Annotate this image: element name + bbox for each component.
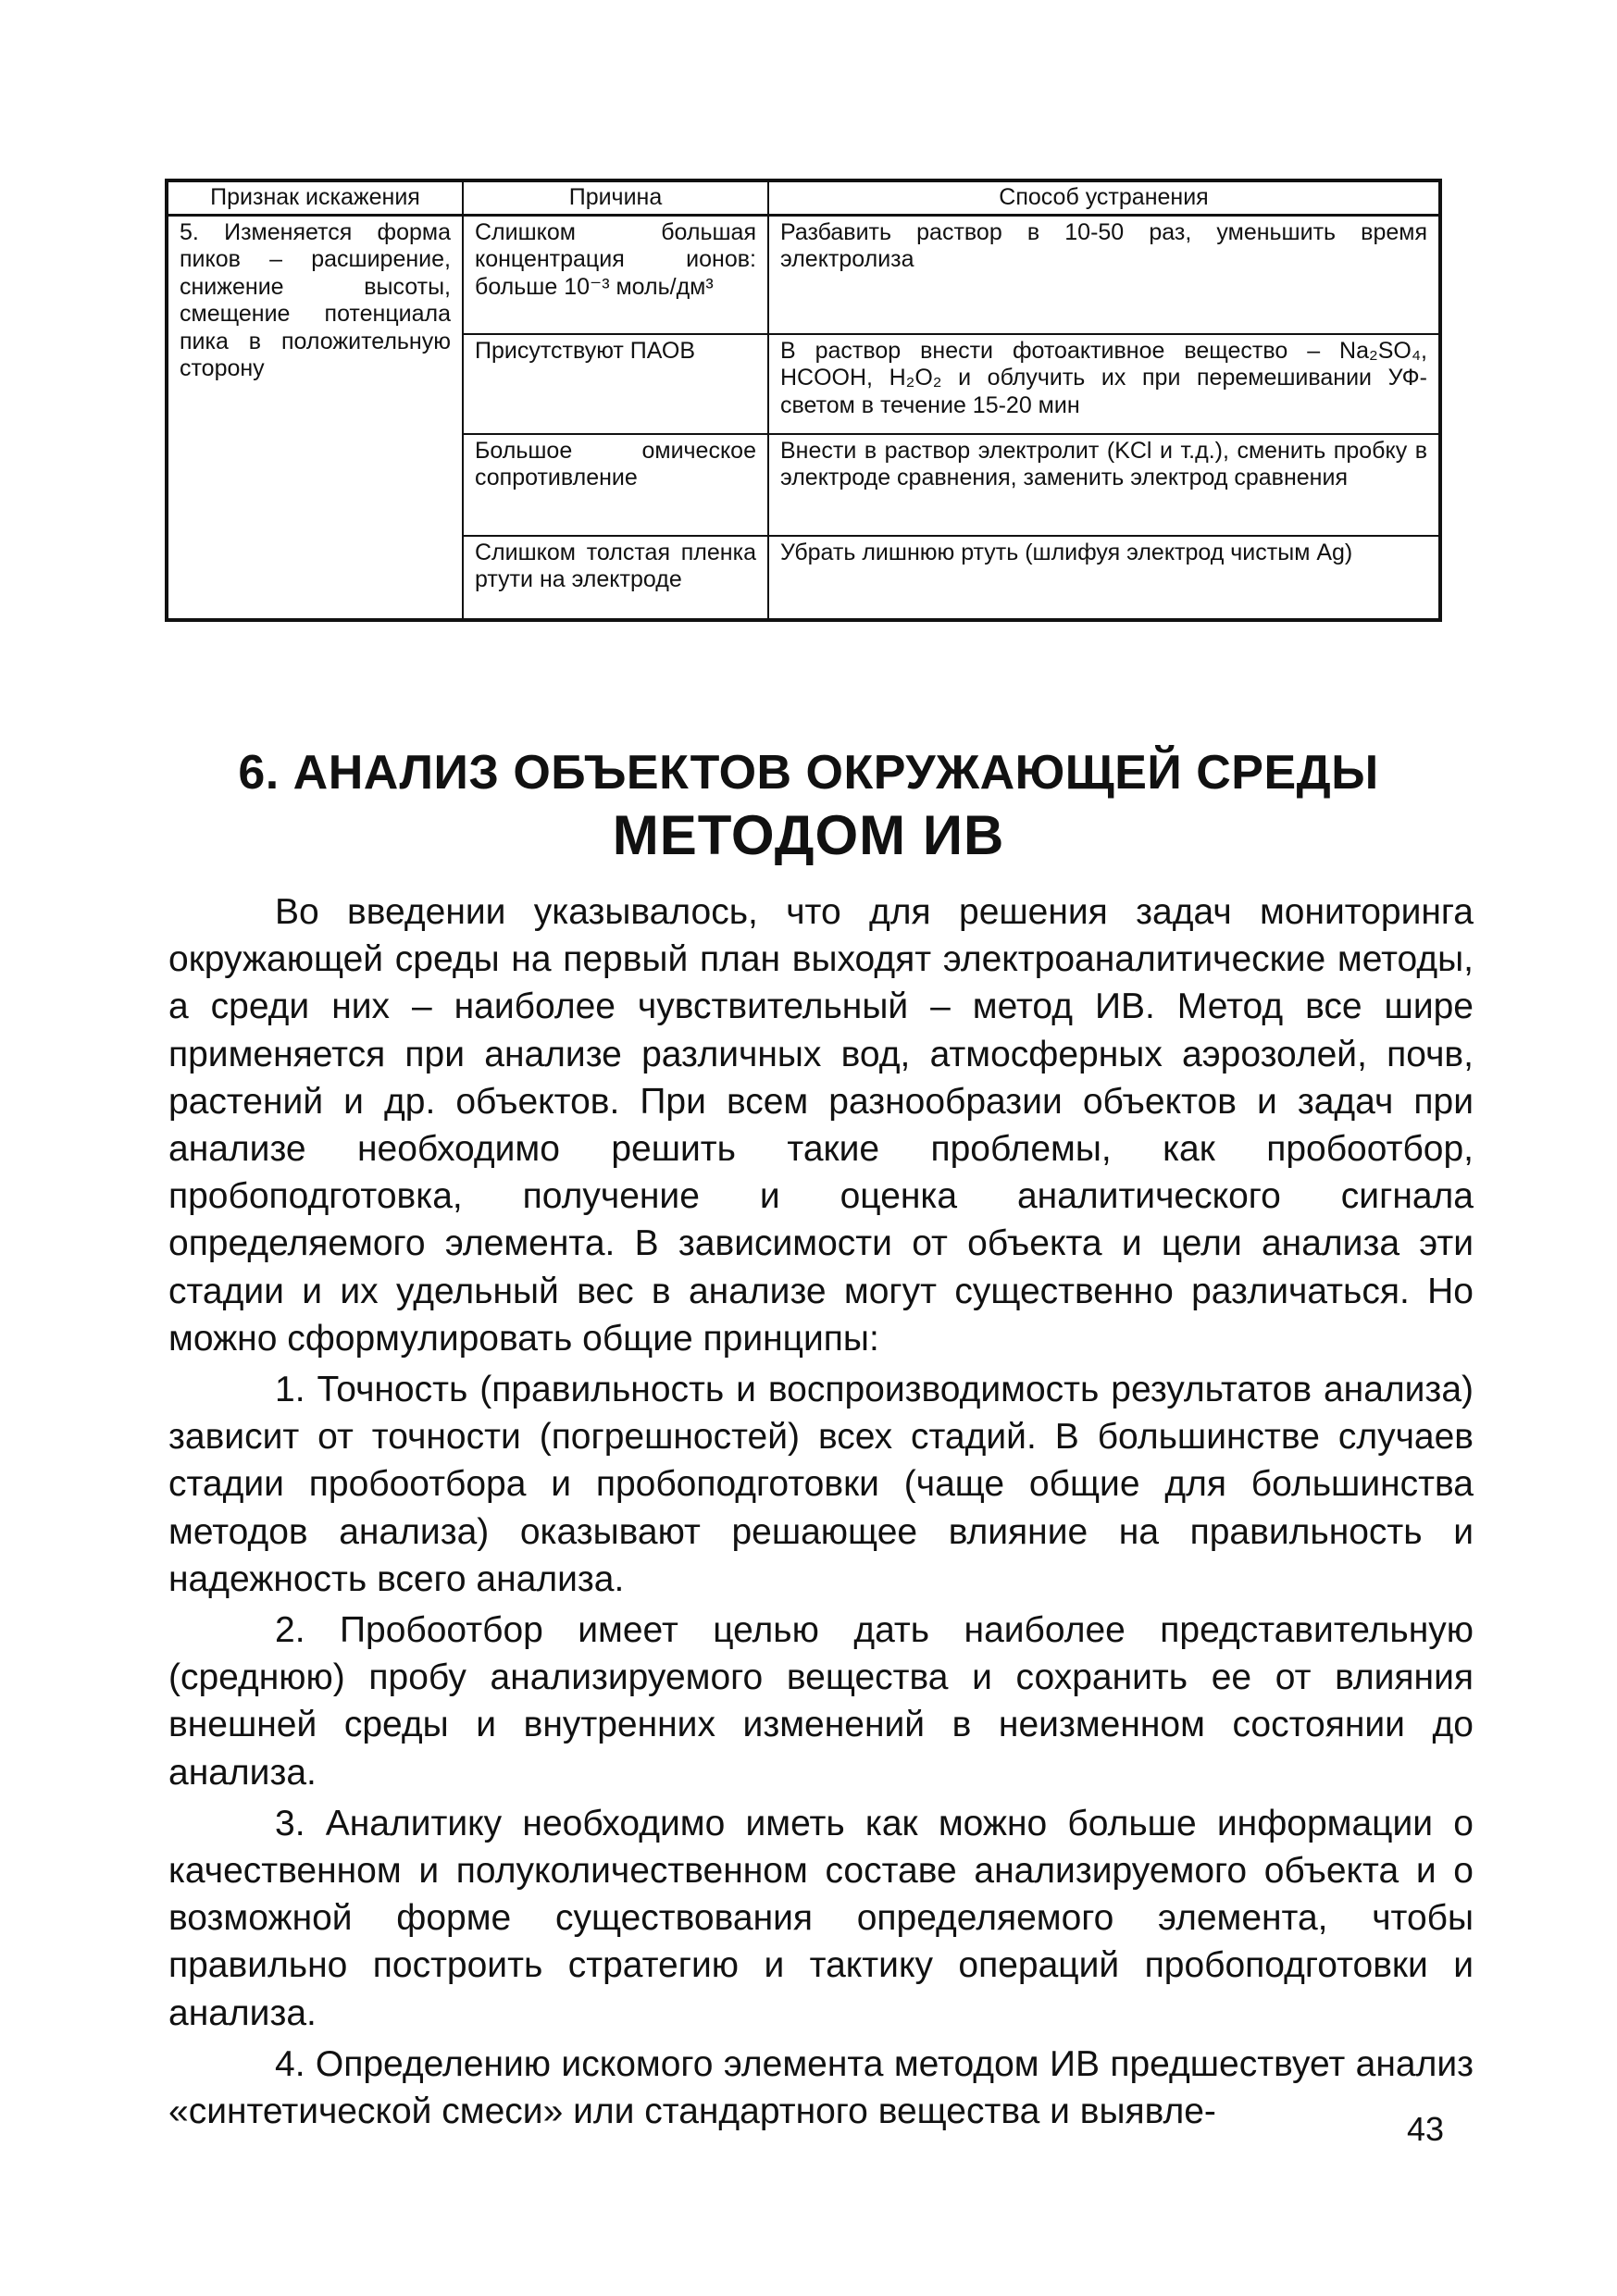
distortion-table [165,179,1442,622]
fix-cell: Разбавить раствор в 10-50 раз, уменьшить время электролиза [768,215,1440,334]
table-header-row [167,180,1440,215]
fix-cell: Внести в раствор электролит (KCl и т.д.), сменить пробку в электроде сравнения, заменить электрод сравнения [768,434,1440,536]
fix-cell: Убрать лишнюю ртуть (шлифуя электрод чистым Ag) [768,536,1440,620]
paragraph: 1. Точность (правильность и воспроизводимость результатов анализа) зависит от точности (погрешностей) всех стадий. В большинстве случаев стадии пробоотбора и пробоподготовки (чаще общие для большинства методов анализа) оказывают решающее влияние на правильность и надежность всего анализа. [168,1370,1474,1599]
section-heading-line2: МЕТОДОМ ИВ [612,804,1005,866]
header-cause: Причина [463,180,768,215]
table-row [167,215,1440,334]
cause-cell: Присутствуют ПАОВ [463,334,768,434]
body-text [168,888,1474,2139]
cause-cell: Слишком толстая пленка ртути на электроде [463,536,768,620]
sign-cell: 5. Изменяется форма пиков – расширение, снижение высоты, смещение потенциала пика в положительную сторону [167,215,463,620]
paragraph: 3. Аналитику необходимо иметь как можно больше информации о качественном и полуколичественном составе анализируемого объекта и о возможной форме существования определяемого элемента, чтобы правильно построить стратегию и тактику операций пробоподготовки и анализа. [168,1803,1474,2033]
paragraph: 4. Определению искомого элемента методом ИВ предшествует анализ «синтетической смеси» или стандартного вещества и выявле- [168,2043,1474,2132]
header-fix: Способ устранения [768,180,1440,215]
cause-cell: Слишком большая концентрация ионов: больше 10⁻³ моль/дм³ [463,215,768,334]
page-number: 43 [1407,2110,1445,2148]
paragraph: 2. Пробоотбор имеет целью дать наиболее представительную (среднюю) пробу анализируемого вещества и сохранить ее от влияния внешней среды и внутренних изменений в неизменном состоянии до анализа. [168,1610,1474,1793]
paragraph: Во введении указывалось, что для решения задач мониторинга окружающей среды на первый план выходят электроаналитические методы, а среди них – наиболее чувствительный – метод ИВ. Метод все шире применяется при анализе различных вод, атмосферных аэрозолей, почв, растений и др. объектов. При всем разнообразии объектов и задач при анализе необходимо решить такие проблемы, как пробоотбор, пробоподготовка, получение и оценка аналитического сигнала определяемого элемента. В зависимости от объекта и цели анализа эти стадии и их удельный вес в анализе могут существенно различаться. Но можно сформулировать общие принципы: [168,892,1474,1359]
section-heading: 6. АНАЛИЗ ОБЪЕКТОВ ОКРУЖАЮЩЕЙ СРЕДЫ [238,746,1379,800]
header-sign: Признак искажения [167,180,463,215]
fix-cell: В раствор внести фотоактивное вещество – Na₂SO₄, HCOOH, H₂O₂ и облучить их при перемешивании УФ-светом в течение 15-20 мин [768,334,1440,434]
cause-cell: Большое омическое сопротивление [463,434,768,536]
